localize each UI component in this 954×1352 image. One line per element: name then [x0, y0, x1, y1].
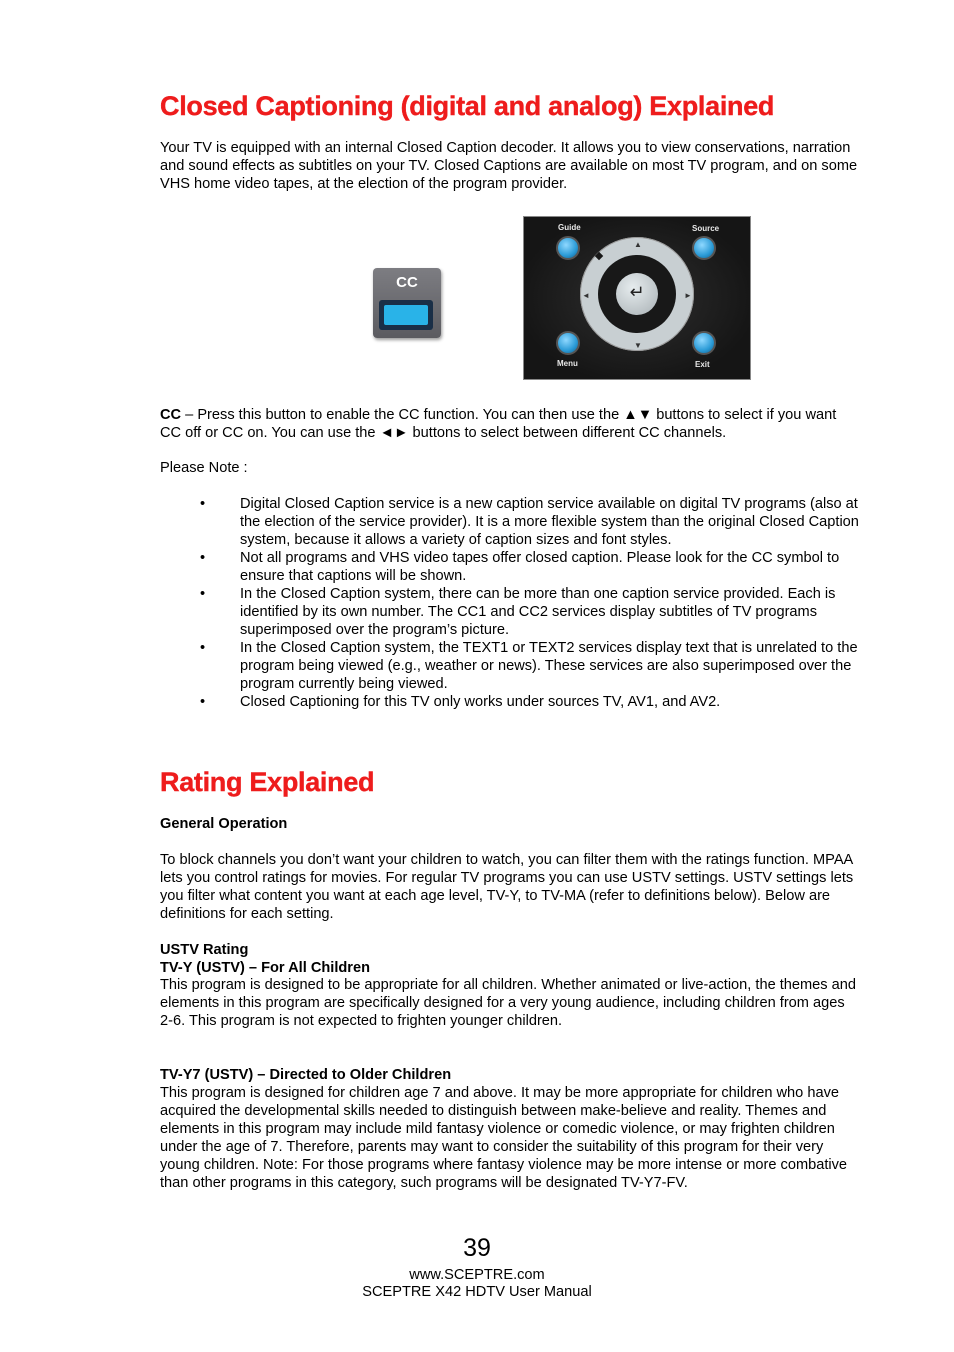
remote-navigation-image: [523, 216, 751, 380]
up-arrow-icon: ▲: [634, 240, 642, 249]
cc-intro-paragraph: Your TV is equipped with an internal Closed Caption decoder. It allows you to view conservations, narration and sound effects as subtitles on your TV. Closed Captions are available on most TV program, and on some VHS home video tapes, at the election of the program provider.: [160, 140, 858, 192]
ustv-rating-heading: USTV Rating: [160, 942, 249, 958]
left-arrow-icon: ◄: [582, 291, 590, 300]
right-arrow-icon: ►: [684, 291, 692, 300]
down-arrow-icon: ▼: [634, 341, 642, 350]
cc-section-title: Closed Captioning (digital and analog) Explained: [160, 91, 775, 121]
menu-label: Menu: [557, 359, 578, 368]
general-operation-heading: General Operation: [160, 816, 288, 832]
tvy-text: This program is designed to be appropriate for all children. Whether animated or live-action, the themes and elements in this program are specifically designed for a very young audience, including children from ages 2-6. This program is not expected to frighten younger children.: [160, 977, 857, 1029]
footer-manual-title: SCEPTRE X42 HDTV User Manual: [362, 1284, 592, 1300]
exit-button-icon: [692, 331, 716, 355]
rating-section-title: Rating Explained: [160, 767, 375, 797]
general-operation-text: To block channels you don’t want your children to watch, you can filter them with the ratings function. MPAA lets you control ratings for movies. For regular TV programs you can use USTV settings. USTV settings lets you filter what content you want at each age level, TV-Y, to TV-MA (refer to definitions below). Below are definitions for each setting.: [160, 852, 854, 922]
please-note-label: Please Note :: [160, 460, 248, 476]
enter-icon: ↵: [616, 273, 658, 315]
guide-button-icon: [556, 236, 580, 260]
source-label: Source: [692, 224, 720, 233]
list-item: • In the Closed Caption system, there can be more than one caption service provided. Each is identified by its own number. The CC1 and CC2 services display subtitles of TV programs superimposed over the program’s picture.: [200, 586, 836, 638]
footer-website: www.SCEPTRE.com: [409, 1267, 545, 1283]
list-item: • In the Closed Caption system, the TEXT1 or TEXT2 services display text that is unrelated to the program being viewed (e.g., weather or news). These services are also superimposed over the program currently being viewed.: [200, 640, 858, 692]
cc-label: CC: [396, 274, 418, 291]
tvy-heading: TV-Y (USTV) – For All Children: [160, 960, 371, 976]
tvy7-heading: TV-Y7 (USTV) – Directed to Older Children: [160, 1067, 452, 1083]
exit-label: Exit: [695, 360, 710, 369]
cc-button-description: [160, 406, 860, 442]
cc-term: CC: [160, 407, 182, 423]
cc-description-text: – Press this button to enable the CC function. You can then use the ▲▼ buttons to select if you want CC off or CC on. You can use the ◄► buttons to select between different CC channels.: [160, 407, 837, 441]
cc-blue-key: [379, 300, 433, 330]
cc-notes-list: [160, 495, 860, 711]
cc-button-image: [373, 268, 441, 338]
list-item: • Not all programs and VHS video tapes offer closed caption. Please look for the CC symbol to ensure that captions will be shown.: [200, 550, 840, 584]
menu-button-icon: [556, 331, 580, 355]
source-button-icon: [692, 236, 716, 260]
list-item: • Closed Captioning for this TV only works under sources TV, AV1, and AV2.: [200, 694, 721, 710]
tvy7-text: This program is designed for children age 7 and above. It may be more appropriate for children who have acquired the developmental skills needed to distinguish between make-believe and reality. Themes and elements in this program may include mild fantasy violence or comedic violence, or may frighten children under the age of 7. Therefore, parents may want to consider the suitability of this program for their very young children. Note: For those programs where fantasy violence may be more intense or more combative than other programs in this category, such programs will be designated TV-Y7-FV.: [160, 1085, 848, 1191]
guide-label: Guide: [558, 223, 581, 232]
list-item: • Digital Closed Caption service is a new caption service available on digital TV programs (also at the election of the service provider). It is a more flexible system than the original Closed Caption system, because it allows a variety of caption sizes and font styles.: [200, 496, 859, 548]
page-number: 39: [463, 1234, 491, 1262]
